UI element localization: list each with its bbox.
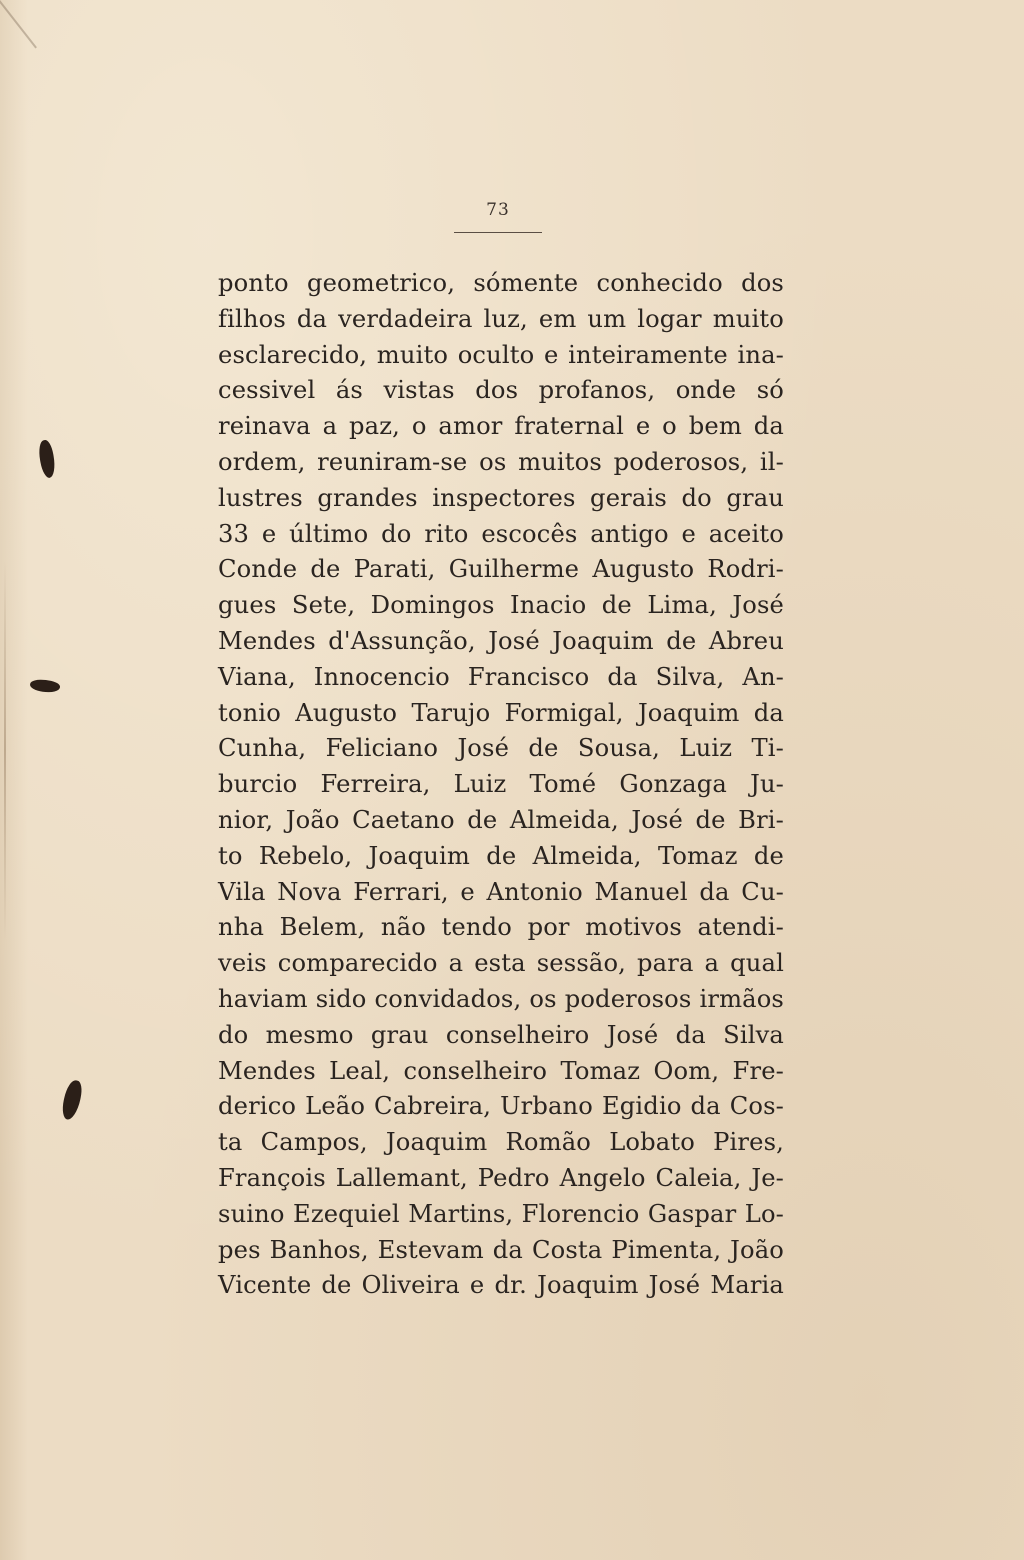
text-line: to Rebelo, Joaquim de Almeida, Tomaz de <box>218 841 784 870</box>
text-line: pes Banhos, Estevam da Costa Pimenta, João <box>218 1235 784 1264</box>
text-line: burcio Ferreira, Luiz Tomé Gonzaga Ju- <box>218 770 784 799</box>
text-line: Vicente de Oliveira e dr. Joaquim José Maria <box>218 1271 784 1300</box>
text-line: esclarecido, muito oculto e inteiramente ina- <box>218 340 784 369</box>
paper-crease <box>0 0 37 49</box>
text-line: derico Leão Cabreira, Urbano Egidio da Cos- <box>218 1092 784 1121</box>
page-number-rule <box>454 232 542 233</box>
text-line: do mesmo grau conselheiro José da Silva <box>218 1020 784 1049</box>
text-line: Mendes d'Assunção, José Joaquim de Abreu <box>218 626 784 655</box>
text-line: François Lallemant, Pedro Angelo Caleia, Je- <box>218 1163 784 1192</box>
text-line: cessivel ás vistas dos profanos, onde só <box>218 376 784 405</box>
text-line: Conde de Parati, Guilherme Augusto Rodri- <box>218 555 784 584</box>
text-line: Cunha, Feliciano José de Sousa, Luiz Ti- <box>218 734 784 763</box>
text-line: tonio Augusto Tarujo Formigal, Joaquim da <box>218 698 784 727</box>
text-line: gues Sete, Domingos Inacio de Lima, José <box>218 591 784 620</box>
text-line: lustres grandes inspectores gerais do grau <box>218 483 784 512</box>
text-line: haviam sido convidados, os poderosos irmãos <box>218 984 784 1013</box>
text-line: suino Ezequiel Martins, Florencio Gaspar Lo- <box>218 1199 784 1228</box>
binding-hole <box>60 1079 84 1121</box>
binding-hole <box>29 678 60 694</box>
text-line: filhos da verdadeira luz, em um logar muito <box>218 304 784 333</box>
page-edge-stain <box>4 560 6 940</box>
text-line: veis comparecido a esta sessão, para a qual <box>218 949 784 978</box>
text-line: ordem, reuniram-se os muitos poderosos, il- <box>218 447 784 476</box>
page-number: 73 <box>486 200 510 220</box>
body-text <box>218 266 784 1304</box>
text-line: 33 e último do rito escocês antigo e aceito <box>218 519 784 548</box>
text-line: reinava a paz, o amor fraternal e o bem da <box>218 412 784 441</box>
text-line: ta Campos, Joaquim Romão Lobato Pires, <box>218 1128 784 1157</box>
text-line: nha Belem, não tendo por motivos atendi- <box>218 913 784 942</box>
text-line: Mendes Leal, conselheiro Tomaz Oom, Fre- <box>218 1056 784 1085</box>
text-line: ponto geometrico, sómente conhecido dos <box>218 269 784 297</box>
text-line: Vila Nova Ferrari, e Antonio Manuel da Cu- <box>218 877 784 906</box>
binding-hole <box>37 439 57 479</box>
text-line: Viana, Innocencio Francisco da Silva, An- <box>218 662 784 691</box>
text-line: nior, João Caetano de Almeida, José de Bri- <box>218 805 784 834</box>
